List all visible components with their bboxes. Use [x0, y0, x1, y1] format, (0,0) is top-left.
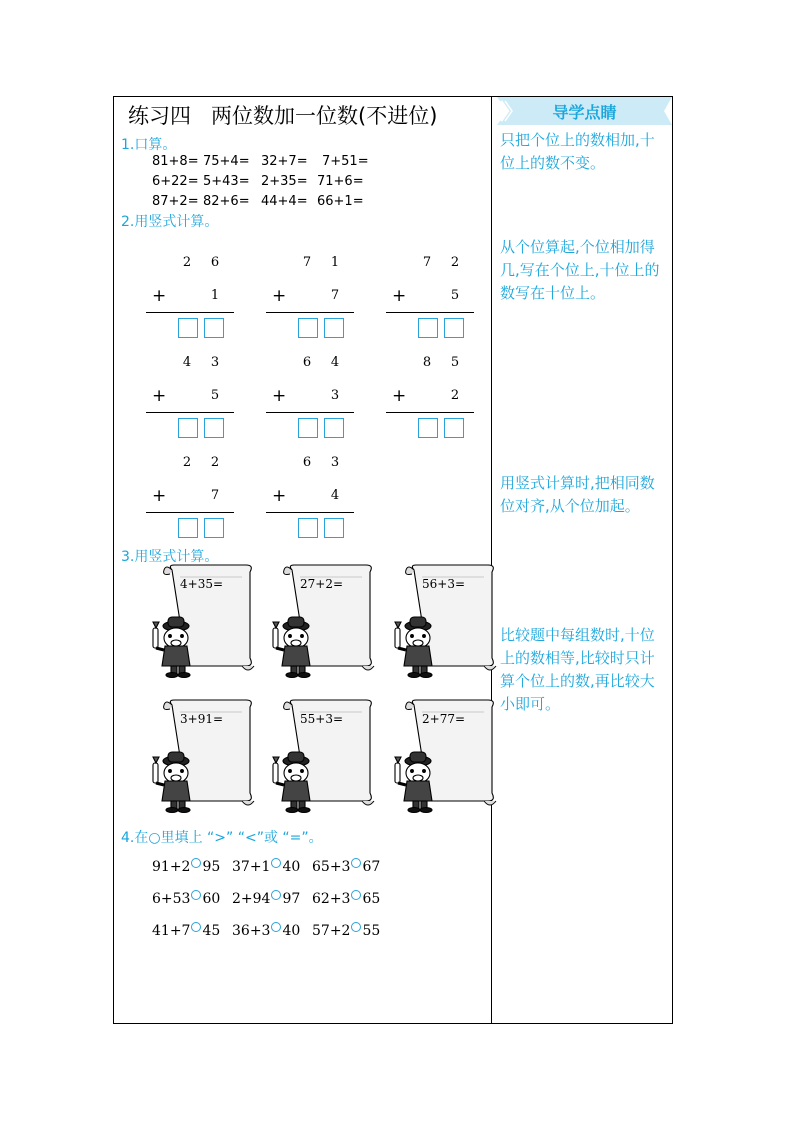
compare-item [312, 890, 392, 907]
oral-item: 71+6= [317, 174, 364, 189]
oral-item: 87+2= [152, 194, 199, 209]
addend-digit: 5 [450, 288, 460, 303]
answer-box-tens[interactable] [418, 318, 438, 338]
compare-left: 36+3 [232, 923, 271, 939]
section2-label: 2.用竖式计算。 [121, 214, 219, 230]
title-sub: 两位数加一位数(不进位) [211, 104, 438, 128]
oral-item: 81+8= [152, 154, 199, 169]
plus-sign: + [392, 386, 407, 406]
compare-right: 60 [202, 891, 221, 907]
compare-circle[interactable] [351, 890, 361, 900]
answer-box-ones[interactable] [204, 318, 224, 338]
compare-row [152, 858, 392, 875]
addend-digit: 2 [450, 388, 460, 403]
oral-item: 66+1= [317, 194, 364, 209]
tip-4: 比较题中每组数时,十位上的数相等,比较时只计算个位上的数,再比较大小即可。 [500, 626, 655, 713]
vertical-problem [266, 455, 366, 545]
section4-label: 4.在○里填上 “>” “<”或 “=”。 [121, 830, 323, 846]
vertical-problem [386, 255, 486, 345]
compare-item [312, 922, 392, 939]
scroll-card [392, 562, 502, 672]
compare-item [232, 858, 312, 875]
card-expression: 3+91= [180, 712, 224, 726]
plus-sign: + [152, 386, 167, 406]
answer-box-tens[interactable] [178, 418, 198, 438]
plus-sign: + [152, 486, 167, 506]
vertical-problem [146, 255, 246, 345]
compare-left: 57+2 [312, 923, 351, 939]
oral-item: 82+6= [203, 194, 250, 209]
answer-box-ones[interactable] [444, 318, 464, 338]
vertical-problem [146, 355, 246, 445]
compare-circle[interactable] [191, 890, 201, 900]
compare-item [232, 922, 312, 939]
sum-line [386, 312, 474, 313]
scroll-card [392, 697, 502, 807]
tip-2: 从个位算起,个位相加得几,写在个位上,十位上的数写在十位上。 [500, 238, 660, 302]
vertical-problem [266, 355, 366, 445]
ones-digit: 5 [450, 355, 460, 370]
addend-digit: 7 [330, 288, 340, 303]
compare-item [152, 890, 232, 907]
compare-left: 37+1 [232, 859, 271, 875]
addend-digit: 3 [330, 388, 340, 403]
compare-right: 45 [202, 923, 221, 939]
plus-sign: + [272, 386, 287, 406]
compare-circle[interactable] [351, 922, 361, 932]
card-expression: 55+3= [300, 712, 344, 726]
compare-circle[interactable] [271, 890, 281, 900]
ones-digit: 6 [210, 255, 220, 270]
tip-3: 用竖式计算时,把相同数位对齐,从个位加起。 [500, 474, 655, 515]
answer-box-tens[interactable] [298, 518, 318, 538]
oral-calc-block [152, 152, 369, 212]
compare-left: 2+94 [232, 891, 271, 907]
compare-item [312, 858, 392, 875]
card-expression: 27+2= [300, 577, 344, 591]
ones-digit: 2 [210, 455, 220, 470]
oral-item: 2+35= [261, 174, 308, 189]
plus-sign: + [152, 286, 167, 306]
oral-item: 75+4= [203, 154, 250, 169]
answer-box-ones[interactable] [324, 418, 344, 438]
oral-item: 6+22= [152, 174, 199, 189]
tens-digit: 2 [182, 255, 192, 270]
tens-digit: 7 [422, 255, 432, 270]
compare-row [152, 890, 392, 907]
tens-digit: 4 [182, 355, 192, 370]
addend-digit: 7 [210, 488, 220, 503]
compare-right: 40 [282, 859, 301, 875]
scroll-card [150, 562, 260, 672]
tens-digit: 6 [302, 355, 312, 370]
compare-left: 65+3 [312, 859, 351, 875]
compare-circle[interactable] [271, 922, 281, 932]
sum-line [146, 312, 234, 313]
compare-circle[interactable] [271, 858, 281, 868]
sum-line [386, 412, 474, 413]
answer-box-ones[interactable] [324, 318, 344, 338]
compare-left: 62+3 [312, 891, 351, 907]
compare-row [152, 922, 392, 939]
answer-box-ones[interactable] [204, 518, 224, 538]
compare-left: 6+53 [152, 891, 191, 907]
card-expression: 4+35= [180, 577, 224, 591]
vertical-problem [386, 355, 486, 445]
addend-digit: 5 [210, 388, 220, 403]
section1-label: 1.口算。 [121, 137, 177, 153]
compare-circle[interactable] [351, 858, 361, 868]
ones-digit: 2 [450, 255, 460, 270]
tens-digit: 6 [302, 455, 312, 470]
vertical-problem [266, 255, 366, 345]
compare-right: 67 [362, 859, 381, 875]
section3-label: 3.用竖式计算。 [121, 549, 219, 565]
compare-right: 95 [202, 859, 221, 875]
scroll-card [270, 697, 380, 807]
ones-digit: 1 [330, 255, 340, 270]
oral-row [152, 192, 369, 212]
scroll-card [150, 697, 260, 807]
oral-row [152, 152, 369, 172]
plus-sign: + [272, 286, 287, 306]
ones-digit: 3 [210, 355, 220, 370]
vertical-problem [146, 455, 246, 545]
answer-box-tens[interactable] [178, 318, 198, 338]
card-expression: 56+3= [422, 577, 466, 591]
sum-line [266, 312, 354, 313]
tens-digit: 2 [182, 455, 192, 470]
title-main: 练习四 [128, 104, 191, 128]
compare-circle[interactable] [191, 922, 201, 932]
column-divider [491, 96, 492, 1024]
oral-row [152, 172, 369, 192]
oral-item: 5+43= [203, 174, 250, 189]
sum-line [146, 512, 234, 513]
tens-digit: 7 [302, 255, 312, 270]
answer-box-ones[interactable] [324, 518, 344, 538]
oral-item: 44+4= [261, 194, 308, 209]
compare-right: 40 [282, 923, 301, 939]
oral-item: 32+7= [261, 154, 308, 169]
guide-banner-label: 导学点睛 [552, 103, 617, 122]
plus-sign: + [392, 286, 407, 306]
answer-box-ones[interactable] [444, 418, 464, 438]
sum-line [146, 412, 234, 413]
answer-box-ones[interactable] [204, 418, 224, 438]
ones-digit: 4 [330, 355, 340, 370]
card-expression: 2+77= [422, 712, 466, 726]
compare-left: 41+7 [152, 923, 191, 939]
compare-right: 65 [362, 891, 381, 907]
addend-digit: 4 [330, 488, 340, 503]
answer-box-tens[interactable] [178, 518, 198, 538]
compare-left: 91+2 [152, 859, 191, 875]
compare-right: 97 [282, 891, 301, 907]
compare-item [232, 890, 312, 907]
answer-box-tens[interactable] [298, 318, 318, 338]
compare-item [152, 922, 232, 939]
oral-item: 7+51= [322, 154, 369, 169]
answer-box-tens[interactable] [298, 418, 318, 438]
page-title [128, 100, 437, 130]
scroll-card [270, 562, 380, 672]
compare-right: 55 [362, 923, 381, 939]
compare-circle[interactable] [191, 858, 201, 868]
sum-line [266, 512, 354, 513]
ones-digit: 3 [330, 455, 340, 470]
compare-item [152, 858, 232, 875]
answer-box-tens[interactable] [418, 418, 438, 438]
tens-digit: 8 [422, 355, 432, 370]
sum-line [266, 412, 354, 413]
plus-sign: + [272, 486, 287, 506]
tip-1: 只把个位上的数相加,十位上的数不变。 [500, 131, 655, 172]
addend-digit: 1 [210, 288, 220, 303]
